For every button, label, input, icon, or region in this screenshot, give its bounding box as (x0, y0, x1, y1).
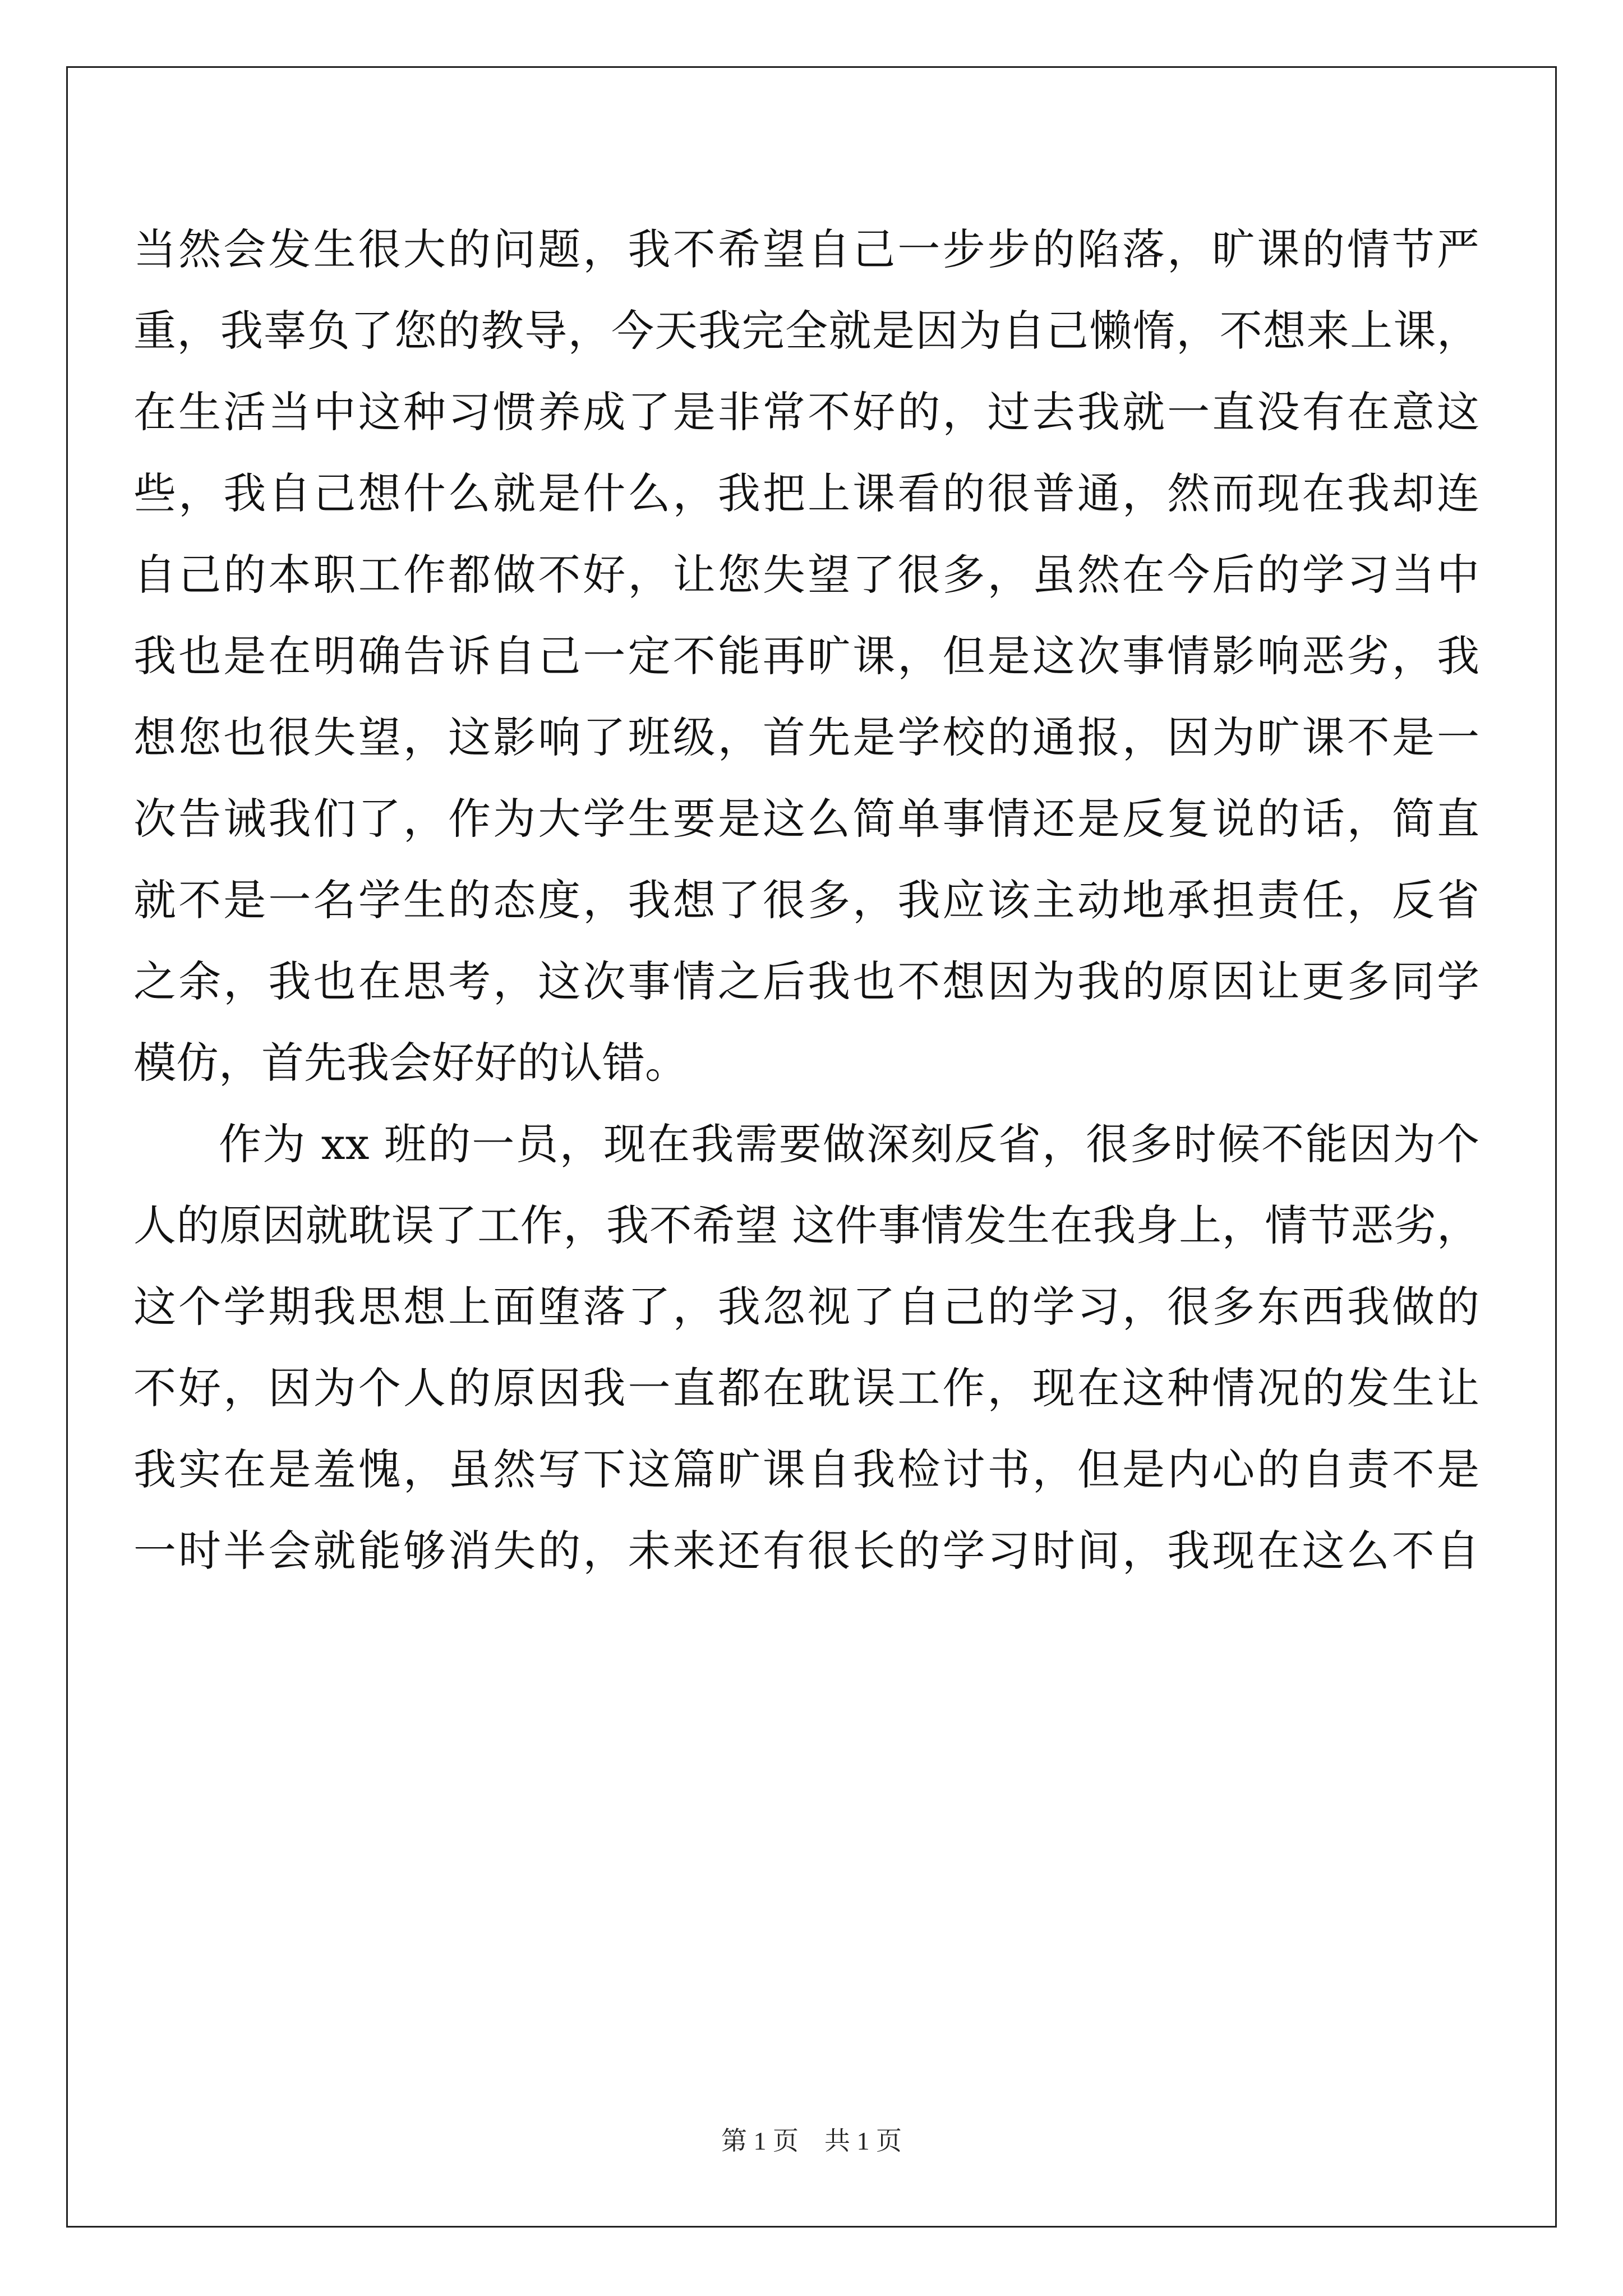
text-line: 自己的本职工作都做不好，让您失望了很多，虽然在今后的学习当中 (133, 550, 1479, 600)
text-line: 不好，因为个人的原因我一直都在耽误工作，现在这种情况的发生让 (133, 1363, 1479, 1413)
text-line: 之余，我也在思考，这次事情之后我也不想因为我的原因让更多同学 (133, 956, 1479, 1006)
text-line: 在生活当中这种习惯养成了是非常不好的，过去我就一直没有在意这 (133, 387, 1479, 437)
text-line: 当然会发生很大的问题，我不希望自己一步步的陷落，旷课的情节严 (133, 224, 1479, 274)
text-line: 重，我辜负了您的教导，今天我完全就是因为自己懒惰，不想来上课， (133, 306, 1479, 356)
text-line-paragraph-end: 模仿，首先我会好好的认错。 (133, 1038, 688, 1088)
text-line: 想您也很失望，这影响了班级，首先是学校的通报，因为旷课不是一 (133, 712, 1479, 762)
text-line: 就不是一名学生的态度，我想了很多，我应该主动地承担责任，反省 (133, 875, 1479, 925)
text-line-paragraph-start: 作为 xx 班的一员，现在我需要做深刻反省，很多时候不能因为个 (219, 1119, 1479, 1169)
text-line: 些，我自己想什么就是什么，我把上课看的很普通，然而现在我却连 (133, 468, 1479, 518)
page-number-footer: 第 1 页 共 1 页 (721, 2127, 902, 2155)
text-line: 我实在是羞愧，虽然写下这篇旷课自我检讨书，但是内心的自责不是 (133, 1444, 1479, 1494)
text-line: 这个学期我思想上面堕落了，我忽视了自己的学习，很多东西我做的 (133, 1282, 1479, 1332)
text-line: 我也是在明确告诉自己一定不能再旷课，但是这次事情影响恶劣，我 (133, 631, 1479, 681)
text-line: 次告诫我们了，作为大学生要是这么简单事情还是反复说的话，简直 (133, 794, 1479, 844)
text-line: 人的原因就耽误了工作，我不希望 这件事情发生在我身上，情节恶劣， (133, 1200, 1479, 1250)
text-line: 一时半会就能够消失的，未来还有很长的学习时间，我现在这么不自 (133, 1526, 1479, 1576)
